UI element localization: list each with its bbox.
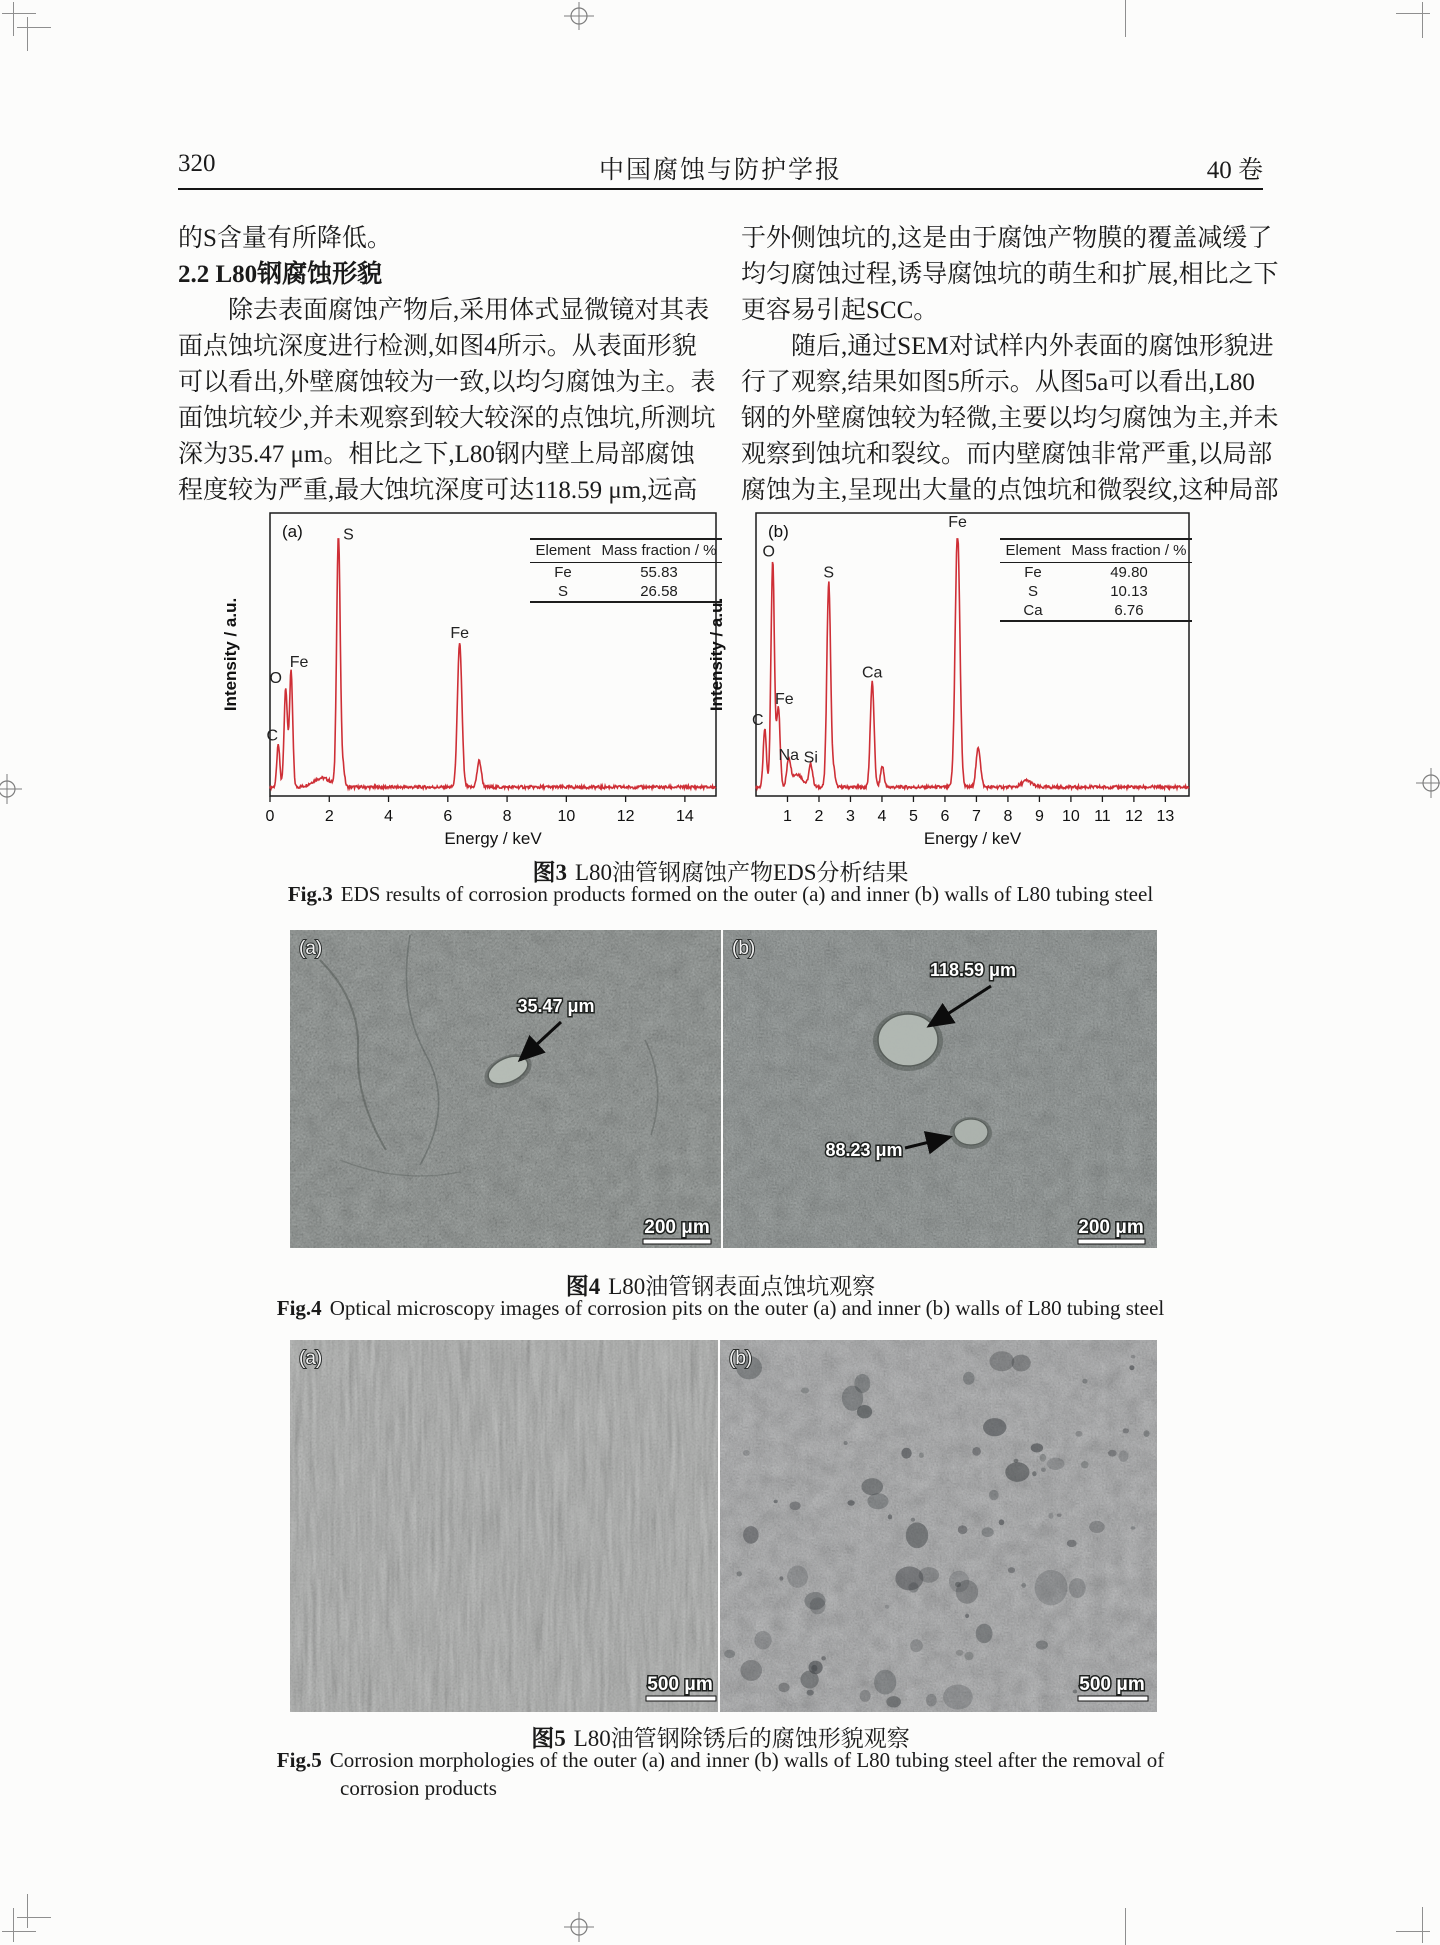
corrosion-pit xyxy=(724,1650,735,1658)
corrosion-pit xyxy=(867,1493,888,1509)
x-tick-label: 4 xyxy=(877,808,887,825)
body-text-line: 更容易引起SCC。 xyxy=(741,297,939,324)
body-text-line: 腐蚀为主,呈现出大量的点蚀坑和微裂纹,这种局部 xyxy=(741,477,1279,504)
panel-letter: (a) xyxy=(282,522,303,541)
fig4-text-cn: L80油管钢表面点蚀坑观察 xyxy=(608,1274,876,1299)
corrosion-pit xyxy=(1014,1459,1019,1463)
x-tick-label: 14 xyxy=(675,808,694,825)
corrosion-pit xyxy=(860,1690,871,1702)
table-header: Element xyxy=(535,542,591,559)
fig4b-scale-bar-label: 200 μm xyxy=(1078,1217,1144,1238)
corrosion-pit xyxy=(774,1500,778,1504)
corrosion-pit xyxy=(1032,1471,1036,1476)
corrosion-pit xyxy=(1131,1355,1136,1358)
crop-mark-top-left xyxy=(17,27,51,28)
corrosion-pit xyxy=(847,1500,854,1506)
corrosion-pit xyxy=(844,1441,848,1445)
x-tick-label: 10 xyxy=(557,808,576,825)
corrosion-pit xyxy=(1041,1468,1046,1472)
corrosion-pit xyxy=(1048,1513,1053,1519)
x-tick-label: 13 xyxy=(1156,808,1175,825)
panel-letter: (b) xyxy=(768,522,789,541)
corrosion-pit xyxy=(1036,1640,1048,1649)
body-text-line: 程度较为严重,最大蚀坑深度可达118.59 μm,远高 xyxy=(178,477,698,504)
corrosion-pit xyxy=(885,1605,889,1609)
x-tick-label: 7 xyxy=(971,808,981,825)
corrosion-pit xyxy=(906,1522,928,1548)
crop-mark-bottom-right xyxy=(1396,1931,1430,1932)
x-tick-label: 4 xyxy=(384,808,393,825)
x-axis-label: Energy / keV xyxy=(923,829,1022,848)
corrosion-pit xyxy=(1123,1428,1129,1433)
body-text-line: 于外侧蚀坑的,这是由于腐蚀产物膜的覆盖减缓了 xyxy=(741,225,1273,252)
corrosion-pit xyxy=(810,1597,826,1614)
crop-mark-bottom-right xyxy=(1422,1907,1423,1943)
body-text-line: 面点蚀坑深度进行检测,如图4所示。从表面形貌 xyxy=(178,333,697,360)
body-text-line: 面蚀坑较少,并未观察到较大较深的点蚀坑,所测坑 xyxy=(178,405,716,432)
corrosion-pit xyxy=(1081,1461,1089,1468)
micrograph-fig4b xyxy=(723,930,1157,1248)
table-row: S 26.58 xyxy=(557,583,678,600)
eds-mass-fraction-table xyxy=(1000,538,1192,622)
peak-label-Fe: Fe xyxy=(775,690,794,708)
corrosion-pit xyxy=(972,1447,981,1456)
fig5-tag-cn: 图5 xyxy=(531,1726,566,1751)
corrosion-pit xyxy=(976,1624,993,1643)
y-axis-label: Intensity / a.u. xyxy=(707,597,726,712)
body-text-line: 的S含量有所降低。 xyxy=(178,225,392,252)
x-tick-label: 6 xyxy=(443,808,453,825)
crop-mark-bottom-left xyxy=(17,1917,51,1918)
corrosion-pit xyxy=(926,1694,937,1707)
corrosion-pit xyxy=(949,1571,969,1593)
page-number: 320 xyxy=(178,150,216,177)
registration-target-icon xyxy=(1416,768,1440,798)
peak-label-O: O xyxy=(762,543,775,561)
corrosion-pit xyxy=(888,1514,892,1519)
peak-label-S: S xyxy=(343,526,354,544)
body-text-line: 深为35.47 μm。相比之下,L80钢内壁上局部腐蚀 xyxy=(178,441,695,468)
registration-target-icon xyxy=(0,774,22,804)
corrosion-pit xyxy=(910,1639,923,1652)
fig3-caption-en xyxy=(178,882,1263,907)
peak-label-S: S xyxy=(823,564,835,582)
corrosion-pit xyxy=(886,1696,901,1707)
fig4a-panel-label: (a) xyxy=(299,938,323,959)
x-tick-label: 0 xyxy=(265,808,275,825)
fig4a-scale-bar-label: 200 μm xyxy=(644,1217,710,1238)
peak-label-Fe: Fe xyxy=(450,625,469,643)
corrosion-pit xyxy=(801,1671,819,1689)
corrosion-pit xyxy=(842,1386,863,1411)
corrosion-pit xyxy=(1005,1462,1029,1482)
x-tick-label: 2 xyxy=(814,808,824,825)
fig4-tag-en: Fig.4 xyxy=(276,1296,322,1320)
corrosion-pit xyxy=(1144,1430,1150,1437)
fig4a-scale-bar xyxy=(643,1239,711,1244)
x-tick-label: 5 xyxy=(909,808,918,825)
corrosion-pit xyxy=(807,1690,814,1696)
body-left-column xyxy=(178,221,716,509)
eds-chart-a xyxy=(220,503,730,855)
corrosion-pit xyxy=(1075,1431,1082,1437)
x-tick-label: 2 xyxy=(324,808,334,825)
corrosion-pit xyxy=(1011,1355,1030,1372)
journal-title: 中国腐蚀与防护学报 xyxy=(598,157,843,184)
body-text-line: 观察到蚀坑和裂纹。而内壁腐蚀非常严重,以局部 xyxy=(741,441,1273,468)
corrosion-pit xyxy=(801,1388,809,1394)
peak-label-Si: Si xyxy=(803,749,818,767)
micrograph-fig4a xyxy=(290,930,721,1248)
fig3-tag-cn: 图3 xyxy=(532,860,567,885)
table-header: Mass fraction / % xyxy=(1071,542,1187,559)
corrosion-pit xyxy=(861,1478,883,1495)
body-text-line: 行了观察,结果如图5所示。从图5a可以看出,L80 xyxy=(741,369,1255,396)
corrosion-pit xyxy=(1108,1450,1117,1457)
corrosion-pit xyxy=(779,1576,783,1581)
fig4-tag-cn: 图4 xyxy=(565,1274,601,1299)
corrosion-pit xyxy=(965,1614,969,1619)
x-axis-label: Energy / keV xyxy=(444,829,542,848)
corrosion-pit xyxy=(1021,1583,1026,1588)
fig4b-scale-bar xyxy=(1078,1239,1145,1244)
peak-label-Ca: Ca xyxy=(861,664,883,682)
corrosion-pit xyxy=(956,1650,964,1656)
peak-label-Na: Na xyxy=(778,746,799,764)
x-tick-label: 10 xyxy=(1062,808,1080,825)
body-text-line: 除去表面腐蚀产物后,采用体式显微镜对其表 xyxy=(228,297,710,324)
header-rule xyxy=(178,188,1263,190)
crop-mark-top-right xyxy=(1422,2,1423,38)
corrosion-pit xyxy=(958,1525,968,1534)
corrosion-pit xyxy=(743,1526,759,1544)
corrosion-pit xyxy=(901,1448,911,1459)
corrosion-pit xyxy=(965,1652,974,1660)
corrosion-pit xyxy=(874,1670,896,1695)
x-tick-label: 8 xyxy=(1003,808,1013,825)
corrosion-pit xyxy=(1067,1540,1077,1547)
corrosion-pit xyxy=(740,1660,762,1681)
table-header: Mass fraction / % xyxy=(601,542,717,559)
body-text-line: 钢的外壁腐蚀较为轻微,主要以均匀腐蚀为主,并未 xyxy=(741,405,1279,432)
peak-label-C: C xyxy=(266,727,279,745)
registration-target-icon xyxy=(564,2,594,32)
crop-mark-bottom-left xyxy=(27,1894,28,1928)
x-tick-label: 9 xyxy=(1034,808,1044,825)
fig4-caption-en xyxy=(178,1296,1263,1321)
peak-label-C: C xyxy=(752,711,764,729)
corrosion-pit xyxy=(1057,1514,1062,1517)
corrosion-pit xyxy=(919,1567,939,1583)
fig5b-panel-label: (b) xyxy=(729,1348,753,1369)
corrosion-pit xyxy=(1069,1578,1086,1598)
x-tick-label: 8 xyxy=(502,808,512,825)
corrosion-pit xyxy=(1031,1443,1043,1452)
corrosion-pit xyxy=(743,1450,750,1456)
fig5b-scale-bar-label: 500 μm xyxy=(1079,1674,1145,1695)
corrosion-pit xyxy=(787,1566,808,1588)
fig5-text-cn: L80油管钢除锈后的腐蚀形貌观察 xyxy=(573,1726,910,1751)
crop-mark-bottom-left xyxy=(13,1908,14,1942)
body-text-line: 随后,通过SEM对试样内外表面的腐蚀形貌进 xyxy=(791,333,1274,360)
corrosion-pit xyxy=(963,1372,975,1385)
corrosion-pit xyxy=(1129,1365,1134,1370)
peak-label-Fe: Fe xyxy=(948,514,967,531)
corrosion-pit xyxy=(790,1502,801,1511)
fig3-tag-en: Fig.3 xyxy=(287,882,333,906)
fig5-caption-en-line2 xyxy=(340,1776,497,1801)
micrograph-fig5a xyxy=(290,1340,718,1712)
body-text-line: 均匀腐蚀过程,诱导腐蚀坑的萌生和扩展,相比之下 xyxy=(741,261,1279,288)
corrosion-pit xyxy=(895,1566,923,1590)
volume-label: 40 卷 xyxy=(1206,157,1263,184)
fig5a-panel-label: (a) xyxy=(299,1348,323,1369)
crop-mark-bottom-left xyxy=(2,1931,36,1932)
body-right-column xyxy=(741,221,1279,509)
registration-target-icon xyxy=(564,1912,594,1942)
peak-label-Fe: Fe xyxy=(289,654,309,672)
corrosion-pit xyxy=(1119,1450,1129,1462)
crop-mark-top-right xyxy=(1396,13,1430,14)
corrosion-pit xyxy=(821,1656,826,1660)
fig4-text-en: Optical microscopy images of corrosion pits on the outer (a) and inner (b) walls of L80 tubing steel xyxy=(329,1296,1165,1320)
table-row: Fe 49.80 xyxy=(1024,564,1148,581)
fig4b-pit-depth-annotation-2: 88.23 μm xyxy=(825,1140,903,1160)
fig5-caption-en xyxy=(178,1748,1263,1773)
table-row: Ca 6.76 xyxy=(1023,602,1144,619)
x-tick-label: 12 xyxy=(616,808,635,825)
corrosion-pit xyxy=(911,1518,916,1522)
fig5-text-en: Corrosion morphologies of the outer (a) and inner (b) walls of L80 tubing steel after the removal of xyxy=(329,1748,1165,1772)
fig5a-scale-bar-label: 500 μm xyxy=(647,1674,713,1695)
fig4b-panel-label: (b) xyxy=(732,938,756,959)
corrosion-pit xyxy=(955,1582,961,1587)
corrosion-pit xyxy=(989,1351,1014,1371)
micrograph-fig5b xyxy=(720,1340,1157,1712)
corrosion-pit xyxy=(1035,1570,1068,1605)
fig4b-pit-depth-annotation-1: 118.59 μm xyxy=(929,960,1017,980)
corrosion-pit xyxy=(1073,1690,1078,1694)
x-tick-label: 6 xyxy=(940,808,950,825)
x-tick-label: 1 xyxy=(783,808,792,825)
corrosion-pit xyxy=(1040,1454,1047,1462)
x-tick-label: 3 xyxy=(846,808,855,825)
eds-chart-b xyxy=(706,503,1206,855)
table-row: S 10.13 xyxy=(1027,583,1148,600)
crop-mark-top-left xyxy=(13,2,14,36)
corrosion-pit xyxy=(754,1631,771,1650)
fig5a-scale-bar xyxy=(646,1696,716,1701)
x-tick-label: 11 xyxy=(1094,808,1111,825)
corrosion-pit xyxy=(919,1453,924,1458)
crop-mark-top-left xyxy=(27,17,28,51)
section-heading: 2.2 L80钢腐蚀形貌 xyxy=(178,261,383,288)
table-header: Element xyxy=(1005,542,1061,559)
fig5b-scale-bar xyxy=(1078,1696,1148,1701)
corrosion-pit xyxy=(737,1571,742,1576)
fig5-tag-en: Fig.5 xyxy=(276,1748,322,1772)
corrosion-pit xyxy=(989,1490,999,1500)
fig5-text-en2: corrosion products xyxy=(340,1776,497,1800)
corrosion-pit xyxy=(982,1527,994,1537)
corrosion-pit xyxy=(1008,1567,1015,1573)
corrosion-pit xyxy=(983,1418,1006,1436)
corrosion-pit xyxy=(999,1519,1005,1525)
eds-mass-fraction-table xyxy=(530,538,722,603)
fold-mark-bottom xyxy=(1125,1908,1126,1945)
table-row: Fe 55.83 xyxy=(554,564,678,581)
fig3-text-cn: L80油管钢腐蚀产物EDS分析结果 xyxy=(575,860,909,885)
corrosion-pit xyxy=(1047,1458,1065,1470)
fig4a-pit-depth-annotation: 35.47 μm xyxy=(517,996,595,1016)
corrosion-pit xyxy=(1082,1379,1087,1384)
corrosion-pit xyxy=(1131,1526,1136,1530)
peak-label-O: O xyxy=(269,669,282,687)
page-header xyxy=(178,150,1263,184)
y-axis-label: Intensity / a.u. xyxy=(221,597,240,712)
x-tick-label: 12 xyxy=(1124,808,1143,825)
corrosion-pit xyxy=(1089,1521,1105,1533)
fig3-text-en: EDS results of corrosion products formed on the outer (a) and inner (b) walls of L80 tubing steel xyxy=(340,882,1154,906)
crop-mark-top-left xyxy=(2,13,36,14)
fold-mark-top xyxy=(1125,0,1126,37)
body-text-line: 可以看出,外壁腐蚀较为一致,以均匀腐蚀为主。表 xyxy=(178,369,716,396)
corrosion-pit xyxy=(943,1685,973,1710)
corrosion-pit xyxy=(778,1683,789,1693)
